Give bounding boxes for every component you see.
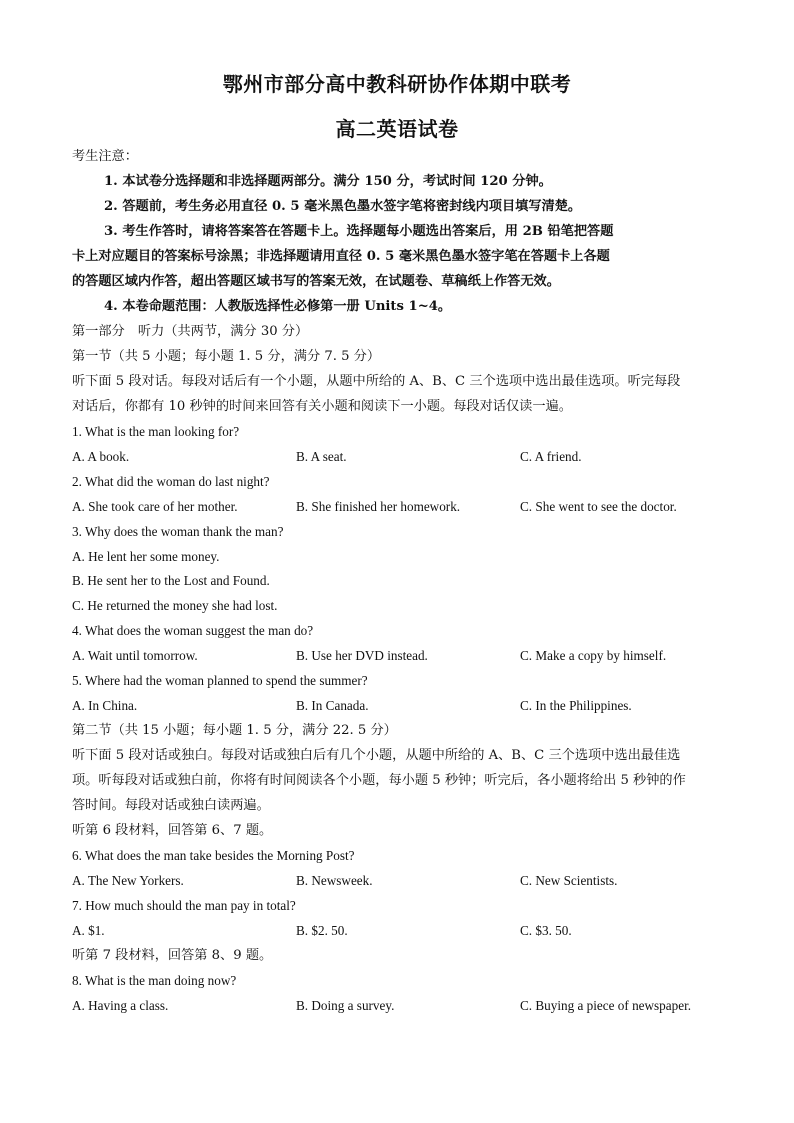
material-6-heading: 听第 6 段材料，回答第 6、7 题。 <box>72 823 273 838</box>
question-6-option-c: C. New Scientists. <box>520 873 618 888</box>
question-8-option-a: A. Having a class. <box>72 998 169 1013</box>
question-2-option-b: B. She finished her homework. <box>296 499 461 514</box>
section-1-instructions-line-2: 对话后，你都有 10 秒钟的时间来回答有关小题和阅读下一小题。每段对话仅读一遍。 <box>72 399 572 414</box>
question-2-stem: 2. What did the woman do last night? <box>72 474 270 489</box>
question-7-stem: 7. How much should the man pay in total? <box>72 898 296 913</box>
question-8-stem: 8. What is the man doing now? <box>72 973 237 988</box>
exam-title: 鄂州市部分高中教科研协作体期中联考 <box>222 72 572 96</box>
question-4-option-c: C. Make a copy by himself. <box>520 648 667 663</box>
question-5-option-a: A. In China. <box>72 698 138 713</box>
notice-item-3-line-3: 的答题区域内作答，超出答题区域书写的答案无效，在试题卷、草稿纸上作答无效。 <box>72 274 560 289</box>
question-6-stem: 6. What does the man take besides the Morning Post? <box>72 848 355 863</box>
question-4-option-b: B. Use her DVD instead. <box>296 648 428 663</box>
question-7-option-c: C. $3. 50. <box>520 923 572 938</box>
question-5-option-b: B. In Canada. <box>296 698 369 713</box>
question-1-option-a: A. A book. <box>72 449 130 464</box>
question-3-option-c: C. He returned the money she had lost. <box>72 598 278 613</box>
question-3-option-a: A. He lent her some money. <box>72 549 220 564</box>
question-4-option-a: A. Wait until tomorrow. <box>72 648 198 663</box>
question-3-stem: 3. Why does the woman thank the man? <box>72 524 284 539</box>
question-4-stem: 4. What does the woman suggest the man do? <box>72 623 314 638</box>
section-2-heading: 第二节（共 15 小题；每小题 1. 5 分，满分 22. 5 分） <box>72 723 397 738</box>
question-3-option-b: B. He sent her to the Lost and Found. <box>72 573 270 588</box>
exam-subtitle: 高二英语试卷 <box>335 117 459 141</box>
question-5-option-c: C. In the Philippines. <box>520 698 632 713</box>
question-1-option-b: B. A seat. <box>296 449 347 464</box>
question-1-stem: 1. What is the man looking for? <box>72 424 240 439</box>
question-8-option-c: C. Buying a piece of newspaper. <box>520 998 692 1013</box>
question-1-option-c: C. A friend. <box>520 449 582 464</box>
section-2-instructions-line-2: 项。听每段对话或独白前，你将有时间阅读各个小题，每小题 5 秒钟；听完后，各小题将给出 5 秒钟的作 <box>72 773 686 788</box>
notice-item-1: 1. 本试卷分选择题和非选择题两部分。满分 150 分，考试时间 120 分钟。 <box>104 174 552 189</box>
question-7-option-b: B. $2. 50. <box>296 923 348 938</box>
notice-item-3-line-1: 3. 考生作答时，请将答案答在答题卡上。选择题每小题选出答案后，用 2B 铅笔把答题 <box>104 224 614 239</box>
section-1-instructions-line-1: 听下面 5 段对话。每段对话后有一个小题，从题中所给的 A、B、C 三个选项中选出最佳选项。听完每段 <box>72 374 681 389</box>
question-6-option-b: B. Newsweek. <box>296 873 373 888</box>
section-2-instructions-line-3: 答时间。每段对话或独白读两遍。 <box>72 798 270 813</box>
notice-heading: 考生注意： <box>72 149 138 164</box>
notice-item-3-line-2: 卡上对应题目的答案标号涂黑；非选择题请用直径 0. 5 毫米黑色墨水签字笔在答题卡上各题 <box>72 249 610 264</box>
question-5-stem: 5. Where had the woman planned to spend the summer? <box>72 673 368 688</box>
question-6-option-a: A. The New Yorkers. <box>72 873 184 888</box>
question-8-option-b: B. Doing a survey. <box>296 998 395 1013</box>
notice-item-2: 2. 答题前，考生务必用直径 0. 5 毫米黑色墨水签字笔将密封线内项目填写清楚。 <box>104 199 582 214</box>
material-7-heading: 听第 7 段材料，回答第 8、9 题。 <box>72 948 273 963</box>
question-2-option-a: A. She took care of her mother. <box>72 499 238 514</box>
question-2-option-c: C. She went to see the doctor. <box>520 499 677 514</box>
question-7-option-a: A. $1. <box>72 923 105 938</box>
section-2-instructions-line-1: 听下面 5 段对话或独白。每段对话或独白后有几个小题，从题中所给的 A、B、C 三个选项中选出最佳选 <box>72 748 681 763</box>
section-1-heading: 第一节（共 5 小题；每小题 1. 5 分，满分 7. 5 分） <box>72 349 381 364</box>
notice-item-4: 4. 本卷命题范围：人教版选择性必修第一册 Units 1~4。 <box>104 299 452 314</box>
part-1-heading: 第一部分 听力（共两节，满分 30 分） <box>72 324 309 339</box>
